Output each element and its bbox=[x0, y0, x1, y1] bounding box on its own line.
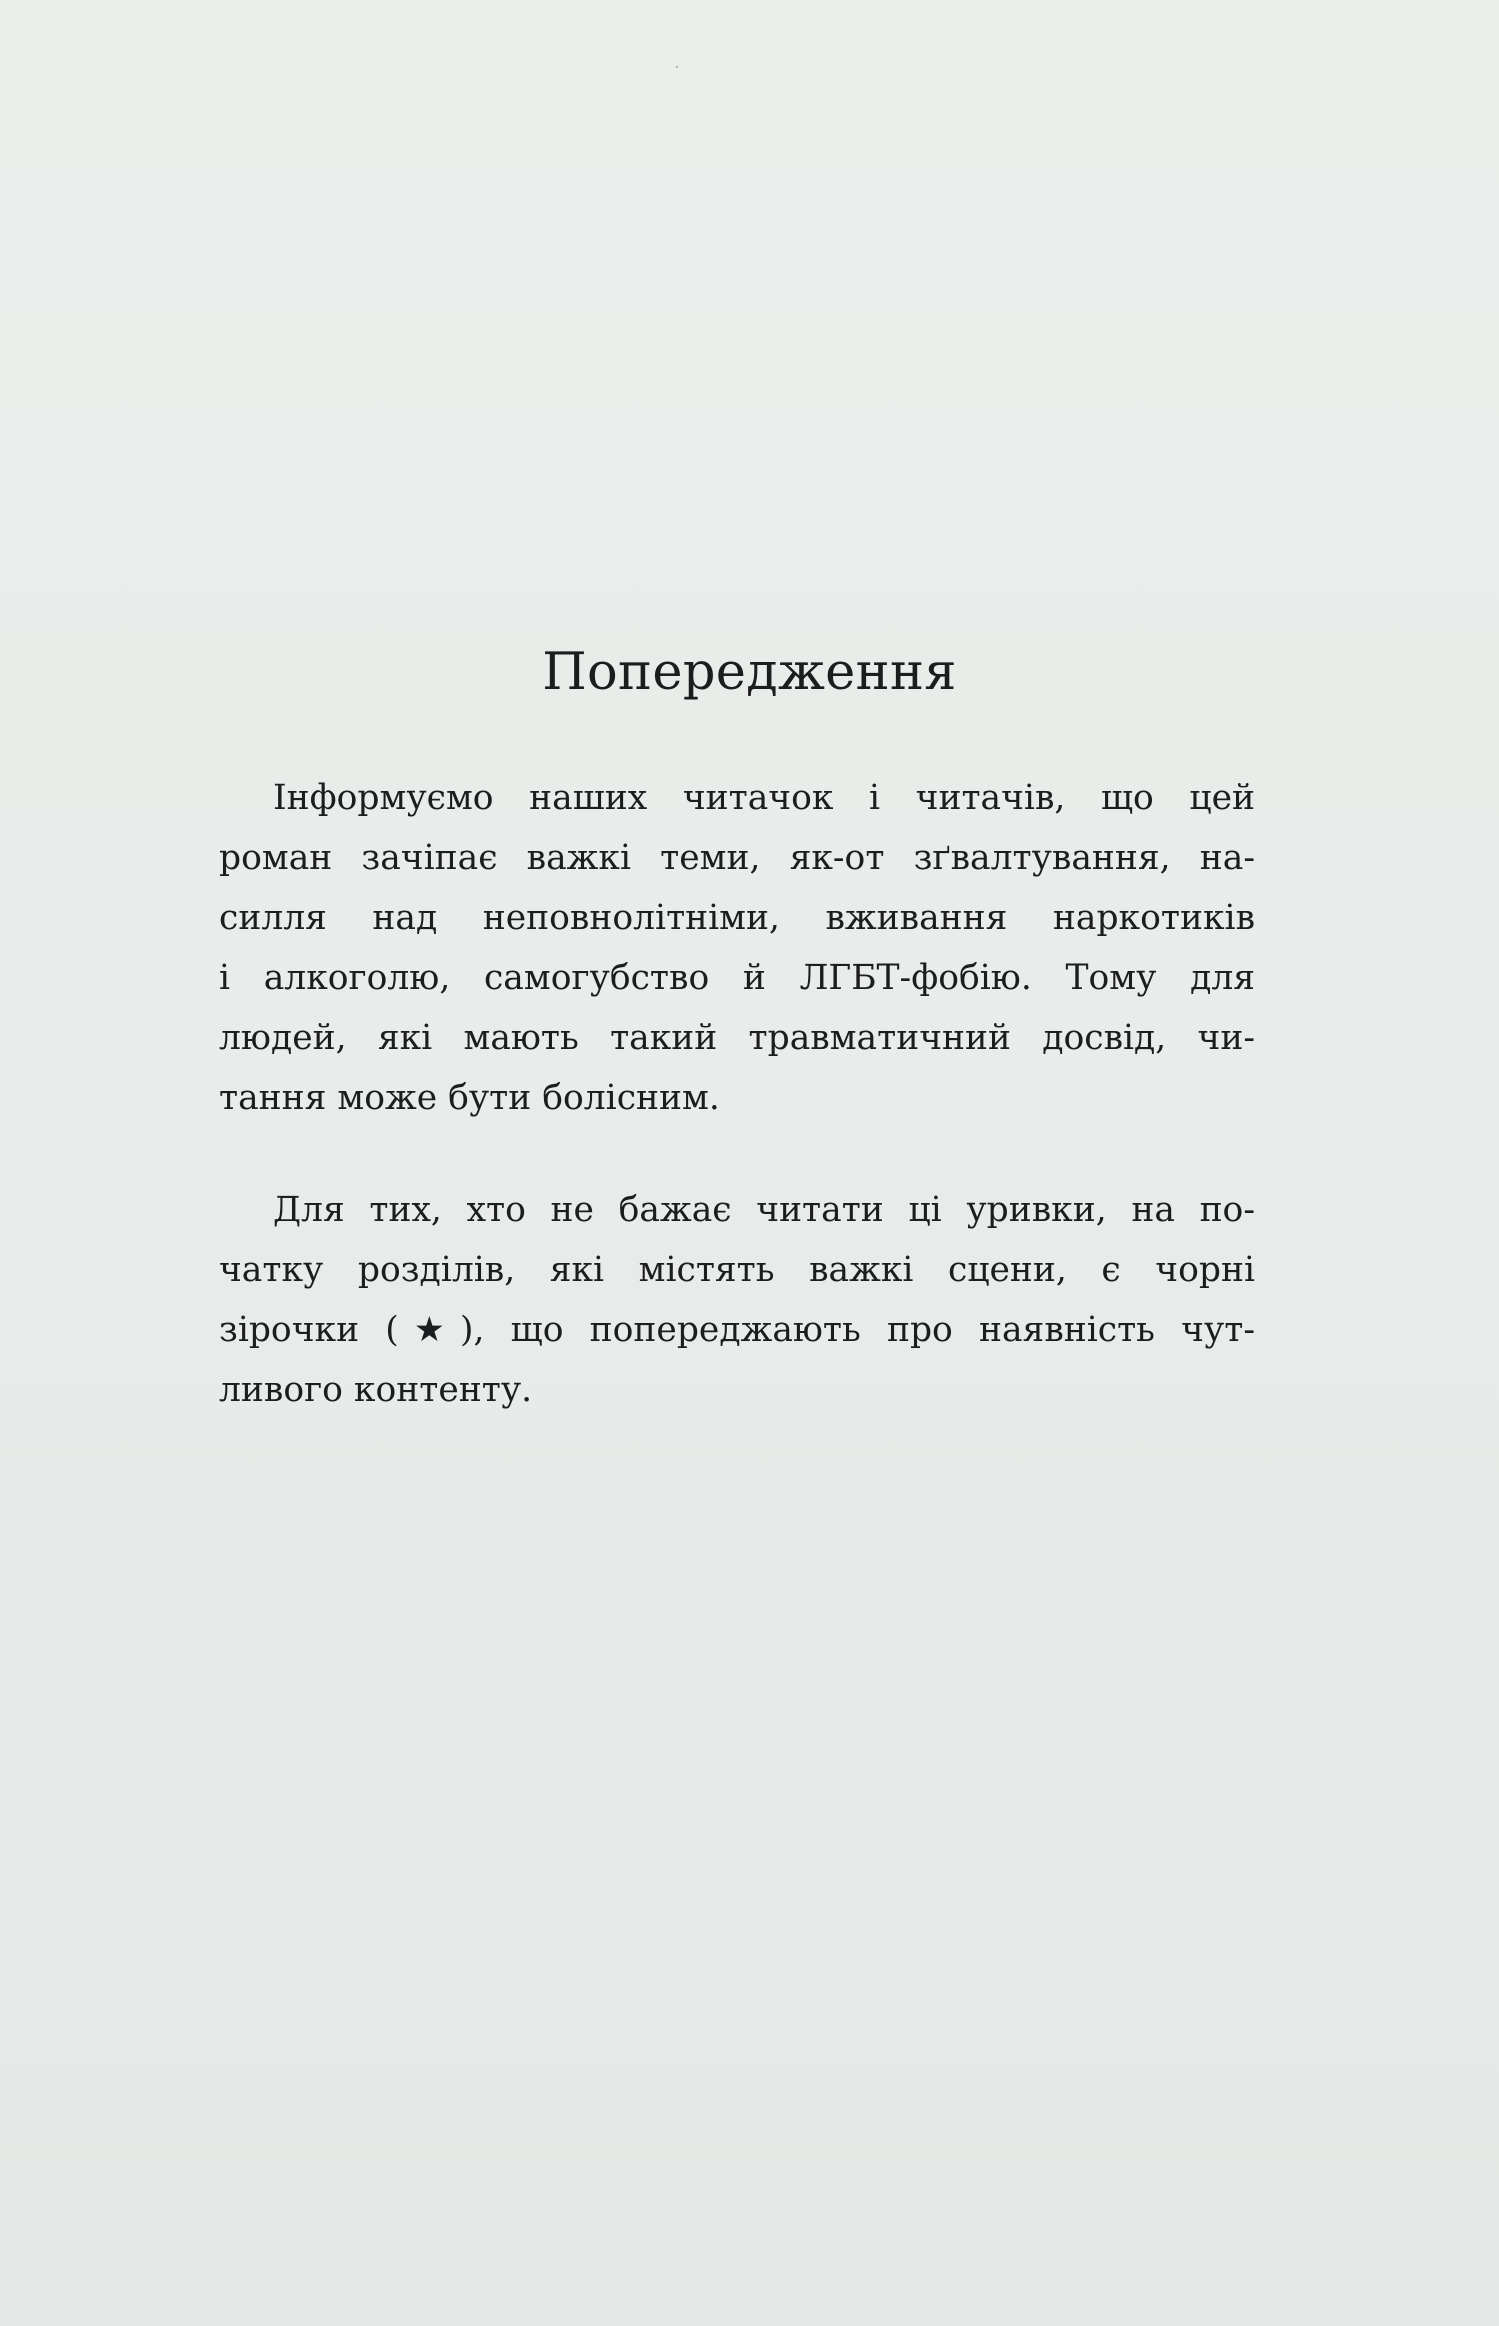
page-title: Попередження bbox=[542, 643, 957, 702]
text-line: людей, які мають такий травматичний досвід, чи- bbox=[219, 1018, 1255, 1058]
warning-paragraph-2 bbox=[219, 1180, 1255, 1420]
text-line: тання може бути болісним. bbox=[219, 1078, 720, 1118]
text-line: роман зачіпає важкі теми, як-от зґвалтування, на- bbox=[219, 838, 1255, 878]
paper-speck bbox=[676, 66, 678, 68]
text-line: ливого контенту. bbox=[219, 1370, 533, 1410]
warning-paragraph-1 bbox=[219, 768, 1255, 1128]
text-line: і алкоголю, самогубство й ЛГБТ-фобію. Тому для bbox=[219, 958, 1255, 998]
text-line: чатку розділів, які містять важкі сцени, є чорні bbox=[219, 1250, 1255, 1290]
text-line: Для тих, хто не бажає читати ці уривки, на по- bbox=[273, 1190, 1255, 1230]
text-line: силля над неповнолітніми, вживання наркотиків bbox=[219, 898, 1255, 938]
text-line: зірочки (★), що попереджають про наявність чут- bbox=[219, 1310, 1255, 1350]
text-line: Інформуємо наших читачок і читачів, що цей bbox=[273, 778, 1255, 818]
